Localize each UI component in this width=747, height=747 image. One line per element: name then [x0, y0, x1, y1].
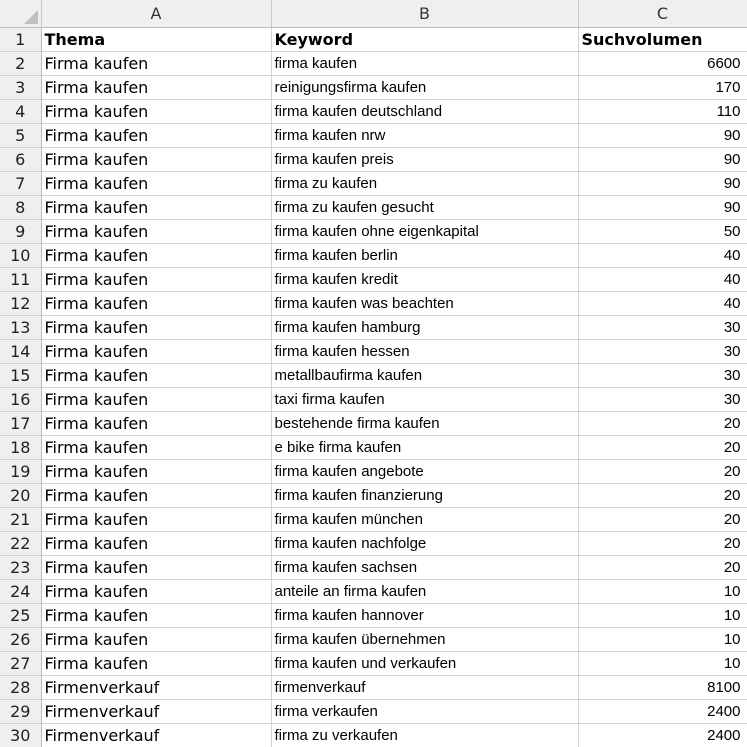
cell-thema-header[interactable]: Thema: [41, 27, 271, 51]
row-header[interactable]: 10: [0, 243, 41, 267]
table-row: [0, 699, 747, 723]
row-header[interactable]: 30: [0, 723, 41, 747]
cell-keyword[interactable]: firma kaufen sachsen: [271, 555, 578, 579]
table-row: [0, 291, 747, 315]
cell-thema[interactable]: Firma kaufen: [41, 363, 271, 387]
cell-keyword[interactable]: firma kaufen münchen: [271, 507, 578, 531]
cell-volume[interactable]: 20: [578, 531, 747, 555]
table-row: [0, 219, 747, 243]
cell-volume[interactable]: 2400: [578, 699, 747, 723]
cell-thema[interactable]: Firmenverkauf: [41, 699, 271, 723]
cell-thema[interactable]: Firma kaufen: [41, 219, 271, 243]
row-header[interactable]: 29: [0, 699, 41, 723]
cell-keyword[interactable]: firma kaufen und verkaufen: [271, 651, 578, 675]
cell-thema[interactable]: Firma kaufen: [41, 483, 271, 507]
row-header[interactable]: 21: [0, 507, 41, 531]
cell-volume[interactable]: 30: [578, 315, 747, 339]
cell-volume[interactable]: 20: [578, 411, 747, 435]
cell-keyword[interactable]: metallbaufirma kaufen: [271, 363, 578, 387]
cell-keyword[interactable]: firma kaufen preis: [271, 147, 578, 171]
cell-volume[interactable]: 20: [578, 459, 747, 483]
cell-volume[interactable]: 90: [578, 195, 747, 219]
table-row: [0, 603, 747, 627]
row-header[interactable]: 16: [0, 387, 41, 411]
cell-volume[interactable]: 10: [578, 579, 747, 603]
row-header[interactable]: 15: [0, 363, 41, 387]
table-row: [0, 483, 747, 507]
cell-keyword[interactable]: firma kaufen finanzierung: [271, 483, 578, 507]
select-all-corner[interactable]: [0, 0, 41, 27]
cell-thema[interactable]: Firma kaufen: [41, 267, 271, 291]
table-row: [0, 243, 747, 267]
cell-volume[interactable]: 40: [578, 267, 747, 291]
row-header[interactable]: 19: [0, 459, 41, 483]
column-header-b[interactable]: B: [271, 0, 578, 27]
row-header[interactable]: 8: [0, 195, 41, 219]
table-row: [0, 459, 747, 483]
cell-thema[interactable]: Firma kaufen: [41, 339, 271, 363]
cell-keyword-header[interactable]: Keyword: [271, 27, 578, 51]
cell-keyword[interactable]: firmenverkauf: [271, 675, 578, 699]
cell-volume[interactable]: 40: [578, 291, 747, 315]
cell-thema[interactable]: Firma kaufen: [41, 603, 271, 627]
table-row: [0, 27, 747, 51]
table-row: [0, 171, 747, 195]
row-header[interactable]: 1: [0, 27, 41, 51]
cell-thema[interactable]: Firma kaufen: [41, 99, 271, 123]
cell-thema[interactable]: Firma kaufen: [41, 555, 271, 579]
cell-thema[interactable]: Firma kaufen: [41, 531, 271, 555]
row-header[interactable]: 18: [0, 435, 41, 459]
cell-volume[interactable]: 20: [578, 507, 747, 531]
cell-thema[interactable]: Firmenverkauf: [41, 675, 271, 699]
cell-keyword[interactable]: firma kaufen hessen: [271, 339, 578, 363]
row-header[interactable]: 6: [0, 147, 41, 171]
table-row: [0, 651, 747, 675]
table-row: [0, 411, 747, 435]
table-row: [0, 435, 747, 459]
table-row: [0, 195, 747, 219]
cell-thema[interactable]: Firma kaufen: [41, 147, 271, 171]
row-header[interactable]: 12: [0, 291, 41, 315]
table-row: [0, 267, 747, 291]
cell-keyword[interactable]: firma kaufen: [271, 51, 578, 75]
cell-volume[interactable]: 2400: [578, 723, 747, 747]
cell-keyword[interactable]: firma verkaufen: [271, 699, 578, 723]
row-header[interactable]: 25: [0, 603, 41, 627]
row-header[interactable]: 17: [0, 411, 41, 435]
cell-volume[interactable]: 30: [578, 339, 747, 363]
row-header[interactable]: 5: [0, 123, 41, 147]
cell-volume[interactable]: 10: [578, 603, 747, 627]
cell-keyword[interactable]: anteile an firma kaufen: [271, 579, 578, 603]
cell-thema[interactable]: Firma kaufen: [41, 627, 271, 651]
table-row: [0, 579, 747, 603]
row-header[interactable]: 27: [0, 651, 41, 675]
row-header[interactable]: 9: [0, 219, 41, 243]
cell-keyword[interactable]: firma kaufen berlin: [271, 243, 578, 267]
row-header[interactable]: 24: [0, 579, 41, 603]
column-header-a[interactable]: A: [41, 0, 271, 27]
cell-volume-header[interactable]: Suchvolumen: [578, 27, 747, 51]
row-header[interactable]: 7: [0, 171, 41, 195]
row-header[interactable]: 13: [0, 315, 41, 339]
table-row: [0, 99, 747, 123]
cell-thema[interactable]: Firma kaufen: [41, 579, 271, 603]
cell-volume[interactable]: 10: [578, 627, 747, 651]
cell-keyword[interactable]: firma kaufen ohne eigenkapital: [271, 219, 578, 243]
row-header[interactable]: 23: [0, 555, 41, 579]
table-row: [0, 507, 747, 531]
table-row: [0, 147, 747, 171]
cell-volume[interactable]: 110: [578, 99, 747, 123]
row-header[interactable]: 3: [0, 75, 41, 99]
cell-volume[interactable]: 20: [578, 483, 747, 507]
table-row: [0, 723, 747, 747]
cell-volume[interactable]: 30: [578, 363, 747, 387]
column-header-row: [0, 0, 747, 27]
cell-keyword[interactable]: firma kaufen deutschland: [271, 99, 578, 123]
cell-keyword[interactable]: firma kaufen was beachten: [271, 291, 578, 315]
table-row: [0, 531, 747, 555]
table-row: [0, 555, 747, 579]
cell-keyword[interactable]: firma kaufen übernehmen: [271, 627, 578, 651]
cell-volume[interactable]: 90: [578, 147, 747, 171]
row-header[interactable]: 26: [0, 627, 41, 651]
cell-thema[interactable]: Firma kaufen: [41, 195, 271, 219]
cell-volume[interactable]: 170: [578, 75, 747, 99]
cell-volume[interactable]: 50: [578, 219, 747, 243]
cell-volume[interactable]: 8100: [578, 675, 747, 699]
cell-volume[interactable]: 40: [578, 243, 747, 267]
row-header[interactable]: 4: [0, 99, 41, 123]
cell-keyword[interactable]: firma kaufen nrw: [271, 123, 578, 147]
cell-keyword[interactable]: firma zu verkaufen: [271, 723, 578, 747]
table-row: [0, 123, 747, 147]
cell-thema[interactable]: Firma kaufen: [41, 75, 271, 99]
cell-keyword[interactable]: firma kaufen kredit: [271, 267, 578, 291]
cell-volume[interactable]: 20: [578, 555, 747, 579]
cell-keyword[interactable]: firma zu kaufen: [271, 171, 578, 195]
cell-keyword[interactable]: firma kaufen nachfolge: [271, 531, 578, 555]
cell-keyword[interactable]: taxi firma kaufen: [271, 387, 578, 411]
row-header[interactable]: 20: [0, 483, 41, 507]
cell-thema[interactable]: Firma kaufen: [41, 291, 271, 315]
cell-thema[interactable]: Firmenverkauf: [41, 723, 271, 747]
table-row: [0, 75, 747, 99]
table-row: [0, 339, 747, 363]
cell-volume[interactable]: 90: [578, 171, 747, 195]
cell-volume[interactable]: 30: [578, 387, 747, 411]
cell-keyword[interactable]: firma kaufen angebote: [271, 459, 578, 483]
cell-thema[interactable]: Firma kaufen: [41, 51, 271, 75]
row-header[interactable]: 28: [0, 675, 41, 699]
cell-keyword[interactable]: firma zu kaufen gesucht: [271, 195, 578, 219]
cell-thema[interactable]: Firma kaufen: [41, 459, 271, 483]
table-row: [0, 363, 747, 387]
cell-volume[interactable]: 6600: [578, 51, 747, 75]
select-all-triangle-icon: [24, 10, 38, 24]
cell-thema[interactable]: Firma kaufen: [41, 123, 271, 147]
cell-thema[interactable]: Firma kaufen: [41, 387, 271, 411]
cell-keyword[interactable]: bestehende firma kaufen: [271, 411, 578, 435]
cell-thema[interactable]: Firma kaufen: [41, 507, 271, 531]
cell-thema[interactable]: Firma kaufen: [41, 651, 271, 675]
cell-thema[interactable]: Firma kaufen: [41, 435, 271, 459]
row-header[interactable]: 14: [0, 339, 41, 363]
table-row: [0, 675, 747, 699]
cell-thema[interactable]: Firma kaufen: [41, 243, 271, 267]
cell-thema[interactable]: Firma kaufen: [41, 411, 271, 435]
table-row: [0, 51, 747, 75]
table-row: [0, 627, 747, 651]
cell-keyword[interactable]: e bike firma kaufen: [271, 435, 578, 459]
cell-keyword[interactable]: reinigungsfirma kaufen: [271, 75, 578, 99]
table-row: [0, 315, 747, 339]
cell-volume[interactable]: 20: [578, 435, 747, 459]
row-header[interactable]: 2: [0, 51, 41, 75]
cell-volume[interactable]: 90: [578, 123, 747, 147]
cell-thema[interactable]: Firma kaufen: [41, 171, 271, 195]
cell-keyword[interactable]: firma kaufen hannover: [271, 603, 578, 627]
cell-thema[interactable]: Firma kaufen: [41, 315, 271, 339]
cell-keyword[interactable]: firma kaufen hamburg: [271, 315, 578, 339]
table-row: [0, 387, 747, 411]
row-header[interactable]: 11: [0, 267, 41, 291]
cell-volume[interactable]: 10: [578, 651, 747, 675]
column-header-c[interactable]: C: [578, 0, 747, 27]
row-header[interactable]: 22: [0, 531, 41, 555]
